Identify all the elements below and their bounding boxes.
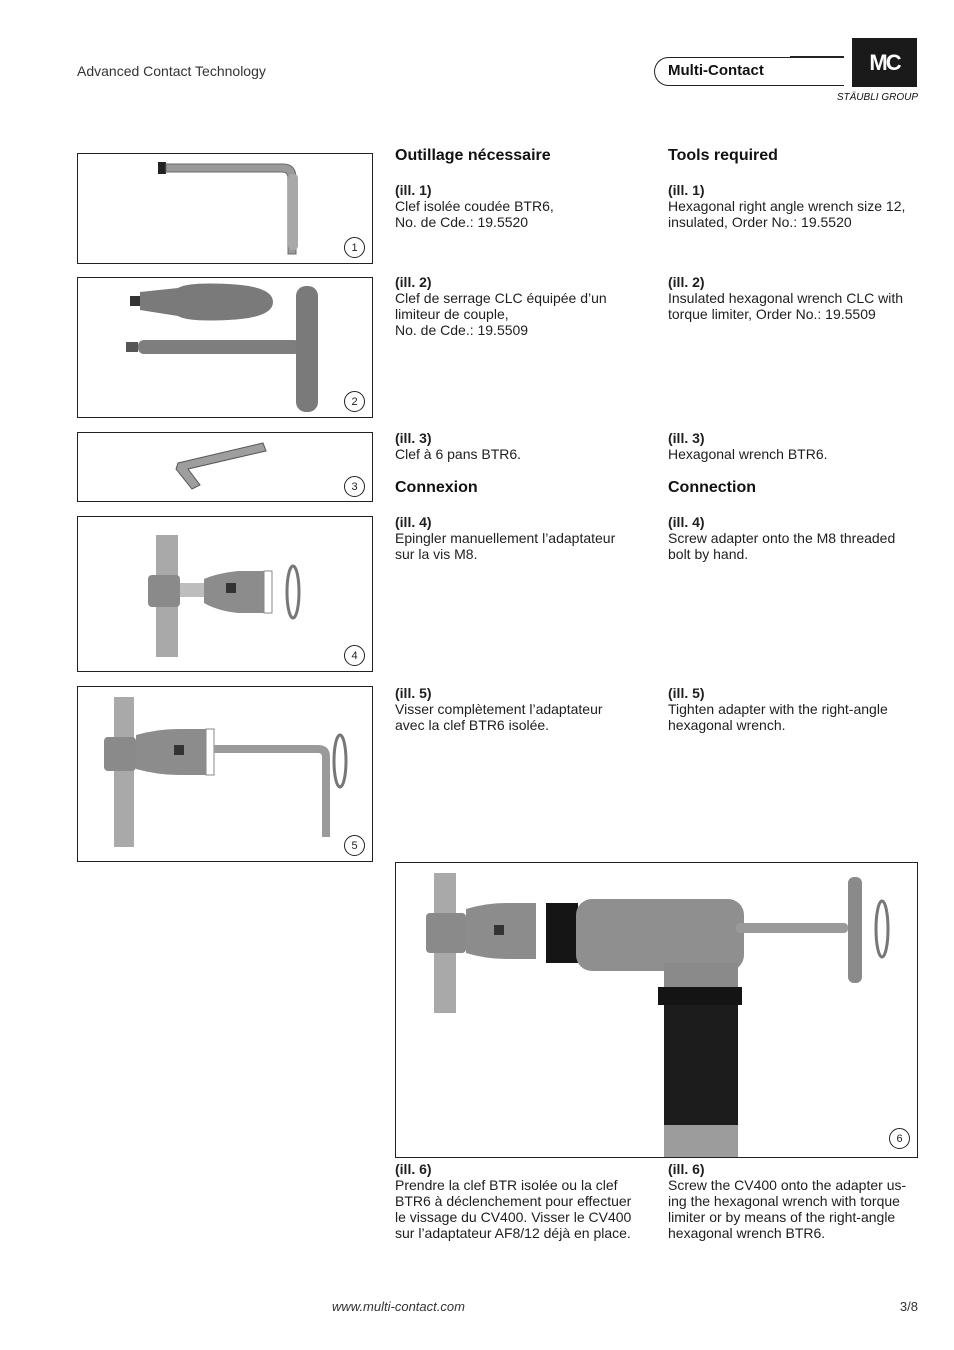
- figure-2: [77, 277, 373, 418]
- figure-5: [77, 686, 373, 862]
- figure-4: [77, 516, 373, 672]
- figure-number: 3: [344, 476, 365, 497]
- fr-item-label: (ill. 5): [395, 685, 432, 701]
- fr-tools-heading: Outillage nécessaire: [395, 147, 551, 164]
- en-item-1: [668, 182, 928, 230]
- en-item-label: (ill. 4): [668, 514, 705, 530]
- fr-item-text: Prendre la clef BTR isolée ou la clef BTR6 à déclenchement pour effectuer le vissage du CV400. Visser le CV400 sur l’adaptateur AF8/12 déjà en place.: [395, 1177, 632, 1241]
- en-connection-heading: Connection: [668, 479, 756, 496]
- en-item-6: [668, 1161, 930, 1241]
- fr-item-text: Clef de serrage CLC équipée d’un limiteur de couple, No. de Cde.: 19.5509: [395, 290, 607, 338]
- fr-item-label: (ill. 6): [395, 1161, 432, 1177]
- group-label: STÄUBLI GROUP: [836, 92, 918, 103]
- en-item-text: Hexagonal wrench BTR6.: [668, 446, 828, 462]
- fr-item-text: Epingler manuellement l’adaptateur sur la vis M8.: [395, 530, 616, 562]
- footer-url[interactable]: www.multi-contact.com: [332, 1299, 465, 1314]
- fr-item-6: [395, 1161, 657, 1241]
- en-item-label: (ill. 6): [668, 1161, 705, 1177]
- figure-number: 5: [344, 835, 365, 856]
- en-item-text: Insulated hexagonal wrench CLC with torque limiter, Order No.: 19.5509: [668, 290, 904, 322]
- figure-number: 1: [344, 237, 365, 258]
- en-item-label: (ill. 5): [668, 685, 705, 701]
- mc-logo: MC: [852, 38, 917, 87]
- en-item-label: (ill. 2): [668, 274, 705, 290]
- adapter-icon: [78, 517, 373, 672]
- fr-item-label: (ill. 1): [395, 182, 432, 198]
- figure-number: 6: [889, 1128, 910, 1149]
- fr-item-label: (ill. 3): [395, 430, 432, 446]
- fr-item-label: (ill. 2): [395, 274, 432, 290]
- figure-3: [77, 432, 373, 502]
- fr-connection-heading: Connexion: [395, 479, 478, 496]
- fr-item-text: Clef isolée coudée BTR6, No. de Cde.: 19.5520: [395, 198, 554, 230]
- en-item-4: [668, 514, 928, 562]
- en-item-2: [668, 274, 928, 322]
- fr-item-text: Visser complètement l’adaptateur avec la clef BTR6 isolée.: [395, 701, 603, 733]
- header-tagline: Advanced Contact Technology: [77, 63, 266, 79]
- brand-name: Multi-Contact: [668, 62, 764, 79]
- en-item-3: [668, 430, 928, 462]
- fr-item-label: (ill. 4): [395, 514, 432, 530]
- fr-item-text: Clef à 6 pans BTR6.: [395, 446, 522, 462]
- en-item-text: Screw adapter onto the M8 threaded bolt by hand.: [668, 530, 896, 562]
- en-item-text: Tighten adapter with the right-angle hexagonal wrench.: [668, 701, 888, 733]
- hex-key-icon: [78, 433, 373, 502]
- figure-number: 4: [344, 645, 365, 666]
- adapter-wrench-icon: [78, 687, 373, 862]
- brand-frame-line: [790, 56, 844, 58]
- en-item-label: (ill. 1): [668, 182, 705, 198]
- right-angle-wrench-icon: [78, 154, 373, 264]
- en-item-label: (ill. 3): [668, 430, 705, 446]
- en-item-text: Screw the CV400 onto the adapter us- ing the hexagonal wrench with torque limiter or by means of the right-angle hexagonal wrench BTR6.: [668, 1177, 907, 1241]
- en-tools-heading: Tools required: [668, 147, 778, 164]
- figure-number: 2: [344, 391, 365, 412]
- fr-item-1: [395, 182, 655, 230]
- figure-1: [77, 153, 373, 264]
- en-item-5: [668, 685, 928, 733]
- fr-item-3: [395, 430, 655, 462]
- fr-item-2: [395, 274, 655, 338]
- fr-item-4: [395, 514, 655, 562]
- en-item-text: Hexagonal right angle wrench size 12, insulated, Order No.: 19.5520: [668, 198, 906, 230]
- cv400-assembly-icon: [396, 863, 918, 1158]
- page-number: 3/8: [899, 1299, 918, 1314]
- torque-wrench-icon: [78, 278, 373, 418]
- figure-6: [395, 862, 918, 1158]
- fr-item-5: [395, 685, 655, 733]
